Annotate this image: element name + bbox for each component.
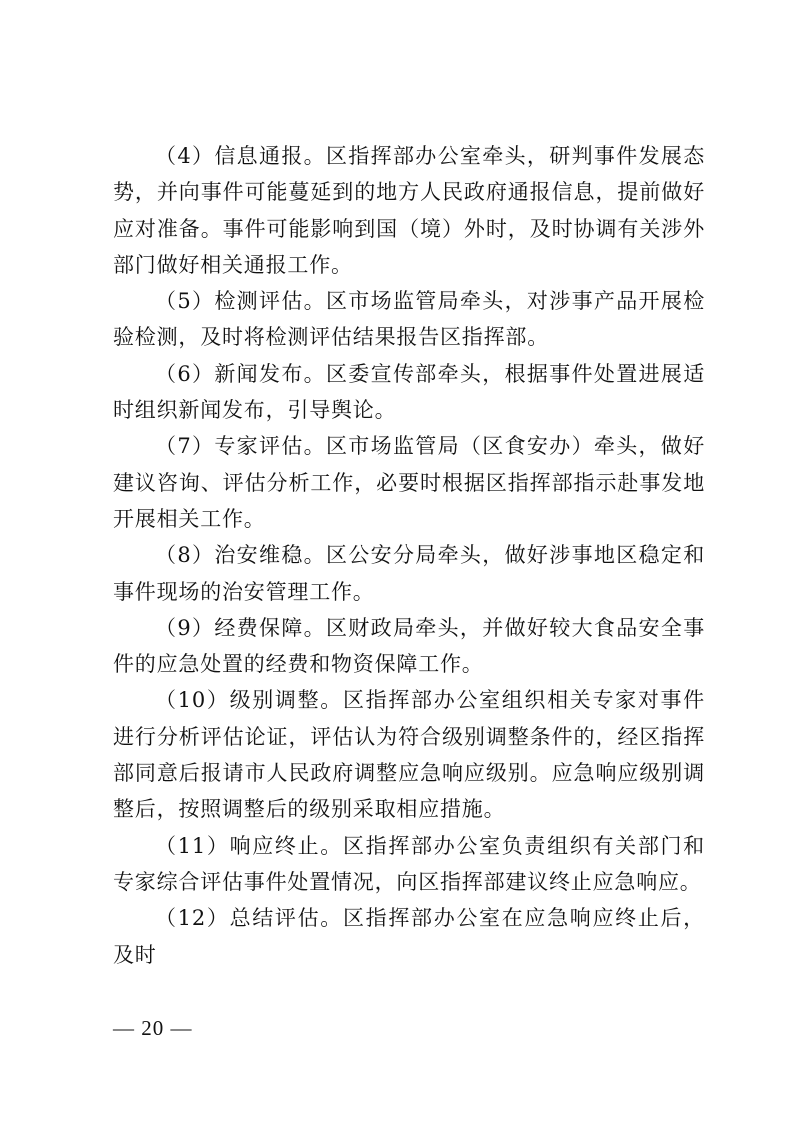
paragraph-info-report: （4）信息通报。区指挥部办公室牵头，研判事件发展态势，并向事件可能蔓延到的地方人民政府通报信息，提前做好应对准备。事件可能影响到国（境）外时，及时协调有关涉外部门做好相关通报工作。 (113, 144, 705, 277)
paragraph-summary-evaluation: （12）总结评估。区指挥部办公室在应急响应终止后，及时 (113, 906, 705, 967)
paragraph-funding-support: （9）经费保障。区财政局牵头，并做好较大食品安全事件的应急处置的经费和物资保障工作。 (113, 615, 705, 677)
body-text (113, 138, 705, 973)
paragraph-public-security: （8）治安维稳。区公安分局牵头，做好涉事地区稳定和事件现场的治安管理工作。 (113, 543, 705, 604)
paragraph-testing-evaluation: （5）检测评估。区市场监管局牵头，对涉事产品开展检验检测，及时将检测评估结果报告区指挥部。 (113, 289, 705, 350)
paragraph-expert-evaluation: （7）专家评估。区市场监管局（区食安办）牵头，做好建议咨询、评估分析工作，必要时根据区指挥部指示赴事发地开展相关工作。 (113, 434, 705, 531)
paragraph-response-termination: （11）响应终止。区指挥部办公室负责组织有关部门和专家综合评估事件处置情况，向区指挥部建议终止应急响应。 (113, 833, 705, 894)
page-number: — 20 — (113, 1016, 193, 1040)
paragraph-level-adjustment: （10）级别调整。区指挥部办公室组织相关专家对事件进行分析评估论证，评估认为符合级别调整条件的，经区指挥部同意后报请市人民政府调整应急响应级别。应急响应级别调整后，按照调整后的级别采取相应措施。 (113, 688, 705, 822)
paragraph-news-release: （6）新闻发布。区委宣传部牵头，根据事件处置进展适时组织新闻发布，引导舆论。 (113, 361, 705, 423)
